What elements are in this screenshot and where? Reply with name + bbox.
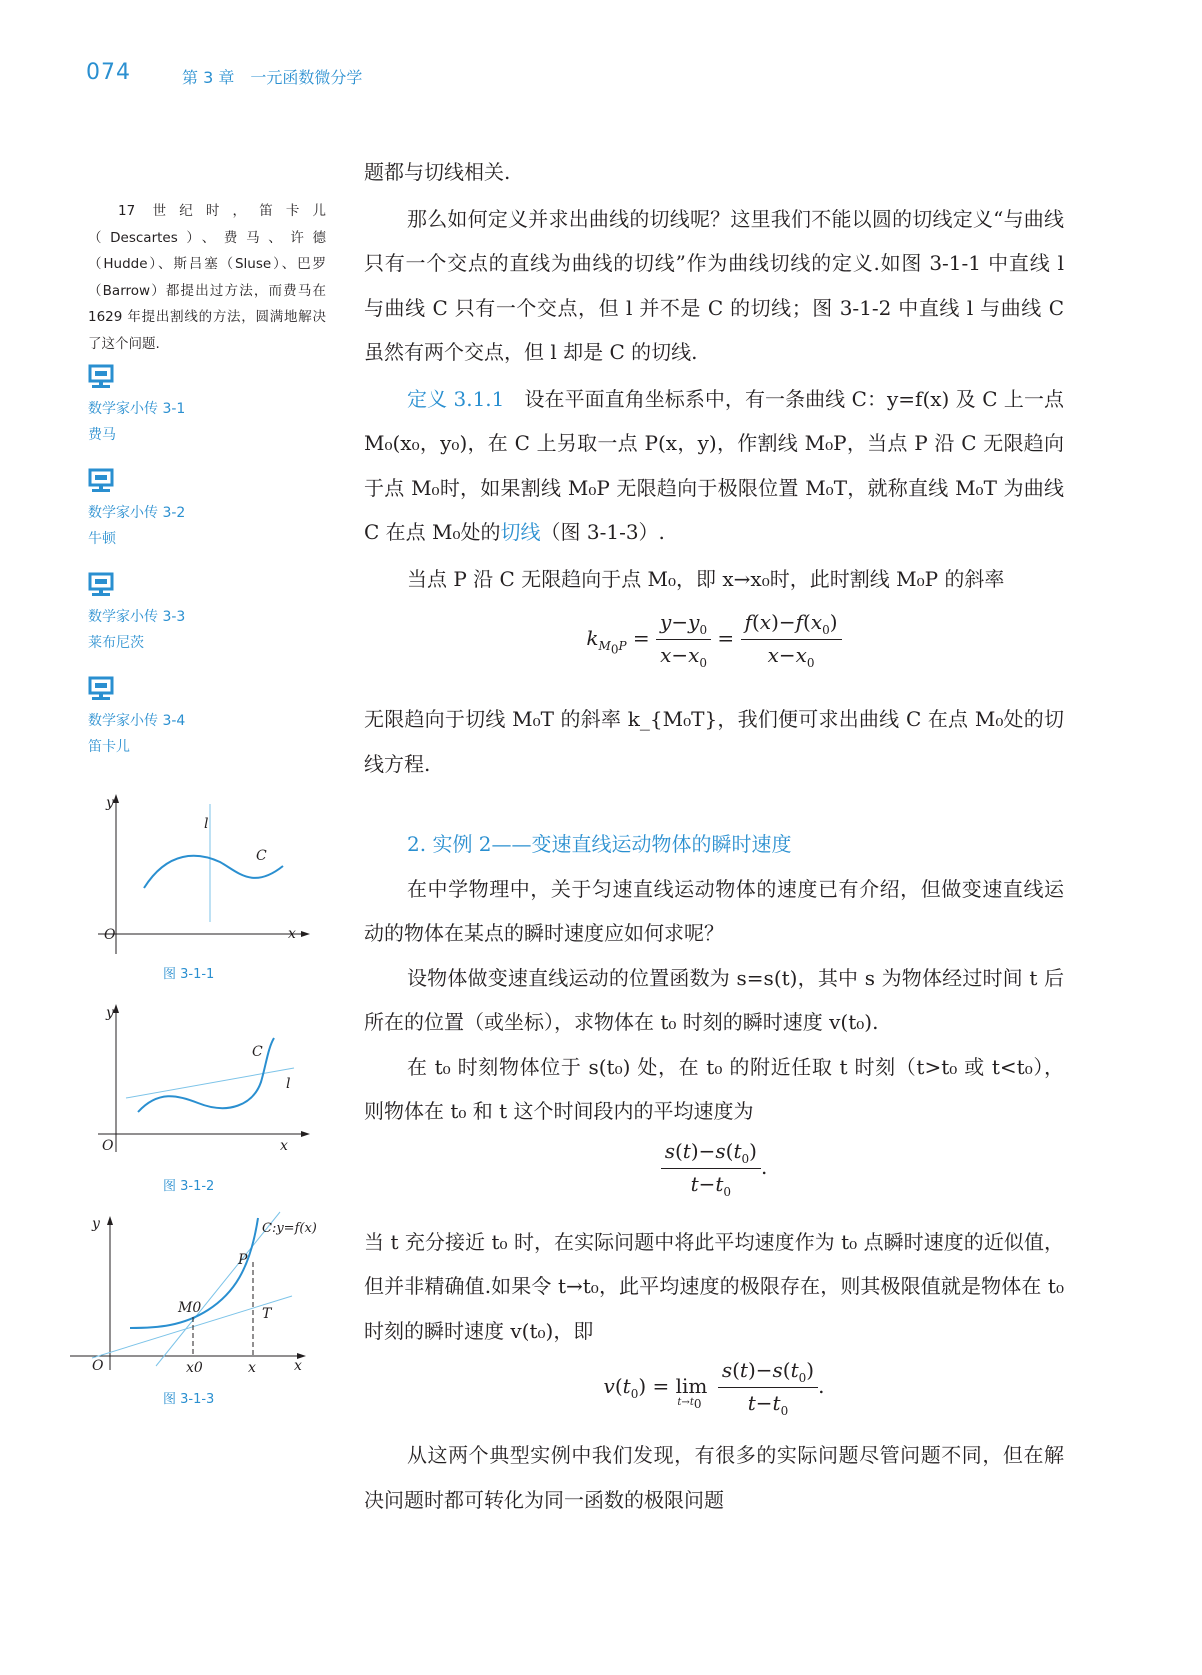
computer-icon [88, 572, 116, 598]
computer-icon [88, 676, 116, 702]
resource-title: 数学家小传 3-1 [88, 401, 186, 417]
paragraph: 当 t 充分接近 t₀ 时，在实际问题中将此平均速度作为 t₀ 点瞬时速度的近似值，但并非精确值.如果令 t→t₀，此平均速度的极限存在，则其极限值就是物体在 t₀ 时刻的瞬时速度 v(t₀)，即 [364, 1229, 1064, 1343]
origin-label: O [102, 1138, 114, 1154]
paragraph: 从这两个典型实例中我们发现，有很多的实际问题尽管问题不同，但在解决问题时都可转化为同一函数的极限问题 [364, 1443, 1064, 1512]
resource-link-2[interactable] [88, 468, 288, 552]
figure-3-1-1 [68, 790, 318, 970]
paragraph: 在中学物理中，关于匀速直线运动物体的速度已有介绍，但做变速直线运动的物体在某点的瞬时速度应如何求呢？ [364, 876, 1064, 945]
y-axis-label: y [106, 795, 114, 811]
paragraph: 设物体做变速直线运动的位置函数为 s=s(t)，其中 s 为物体经过时间 t 后所在的位置（或坐标），求物体在 t₀ 时刻的瞬时速度 v(t₀). [364, 965, 1064, 1034]
slope-formula: $k_{M_0P}$ = $\frac{y-y_0}{x-x_0}$ = $\frac{f(x)-f(x_0)}{x-x_0}$ [364, 603, 1064, 695]
resource-link-1[interactable] [88, 364, 288, 448]
resource-title: 数学家小传 3-3 [88, 609, 186, 625]
resource-name: 费马 [88, 427, 116, 443]
curve-c-label: C [252, 1044, 263, 1060]
resource-link-4[interactable] [88, 676, 288, 760]
resource-name: 笛卡儿 [88, 739, 130, 755]
figure-caption: 图 3-1-3 [163, 1392, 215, 1407]
figure-3-1-3 [68, 1210, 328, 1380]
paragraph: 在 t₀ 时刻物体位于 s(t₀) 处，在 t₀ 的附近任取 t 时刻（t>t₀ 或 t<t₀），则物体在 t₀ 和 t 这个时间段内的平均速度为 [364, 1054, 1064, 1123]
curve-label: C:y=f(x) [262, 1221, 317, 1236]
definition [364, 377, 1064, 555]
paragraph: 当点 P 沿 C 无限趋向于点 M₀，即 x→x₀时，此时割线 M₀P 的斜率 [407, 566, 1005, 591]
average-speed-formula: $\frac{s(t)-s(t_0)}{t-t_0}$ . [364, 1136, 1064, 1218]
y-axis-label: y [106, 1005, 114, 1021]
term-tangent: 切线 [500, 520, 541, 544]
figure-caption: 图 3-1-1 [163, 967, 215, 982]
computer-icon [88, 364, 116, 390]
instant-speed-formula: $v(t_0) = \lim_{t\to t_0}$ $\frac{s(t)-s(t_0)}{t-t_0}$ . [364, 1355, 1064, 1431]
resource-name: 牛顿 [88, 531, 116, 547]
definition-text: 设在平面直角坐标系中，有一条曲线 C：y=f(x) 及 C 上一点 M₀(x₀，y₀)，在 C 上另取一点 P(x，y)，作割线 M₀P，当点 P 沿 C 无限趋向于点 M₀时，如果割线 M₀P 无限趋向于极限位置 M₀T，就称直线 M₀T 为曲线 C 在点 M₀处的 [364, 386, 1064, 544]
curve-c-label: C [256, 848, 267, 864]
resource-link-3[interactable] [88, 572, 288, 656]
x-axis-label: x [294, 1358, 302, 1374]
y-axis-label: y [92, 1216, 100, 1232]
definition-label: 定义 3.1.1 [407, 386, 505, 411]
x-axis-label: x [288, 926, 296, 942]
figure-3-1-2 [68, 1000, 318, 1170]
resource-title: 数学家小传 3-2 [88, 505, 186, 521]
point-p-label: P [238, 1252, 248, 1268]
x0-tick-label: x0 [186, 1360, 203, 1376]
chapter-title: 第 3 章 一元函数微分学 [182, 68, 363, 87]
point-t-label: T [262, 1306, 272, 1322]
point-m0-label: M0 [178, 1300, 202, 1316]
main-text [364, 150, 1064, 1522]
line-l-label: l [204, 816, 209, 832]
resource-title: 数学家小传 3-4 [88, 713, 186, 729]
x-axis-label: x [280, 1138, 288, 1154]
figure-caption: 图 3-1-2 [163, 1179, 215, 1194]
line-l-label: l [286, 1076, 291, 1092]
paragraph: 无限趋向于切线 M₀T 的斜率 k_{M₀T}，我们便可求出曲线 C 在点 M₀处的切线方程. [364, 707, 1064, 776]
paragraph: 那么如何定义并求出曲线的切线呢？这里我们不能以圆的切线定义“与曲线只有一个交点的直线为曲线的切线”作为曲线切线的定义.如图 3-1-1 中直线 l 与曲线 C 只有一个交点，但 l 并不是 C 的切线；图 3-1-2 中直线 l 与曲线 C 虽然有两个交点，但 l 却是 C 的切线. [364, 206, 1064, 364]
sidebar-note: 17 世纪时，笛卡儿（Descartes）、费马、许德（Hudde）、斯吕塞（Sluse）、巴罗（Barrow）都提出过方法，而费马在 1629 年提出割线的方法，圆满地解决了这个问题. [88, 203, 326, 352]
paragraph: 题都与切线相关. [364, 160, 511, 184]
computer-icon [88, 468, 116, 494]
section-heading: 2. 实例 2——变速直线运动物体的瞬时速度 [407, 832, 792, 856]
x-tick-label: x [248, 1360, 256, 1376]
origin-label: O [92, 1358, 104, 1374]
page-number: 074 [86, 60, 131, 85]
resource-name: 莱布尼茨 [88, 635, 144, 651]
definition-text-end: （图 3-1-3）. [540, 520, 665, 544]
origin-label: O [104, 927, 116, 943]
